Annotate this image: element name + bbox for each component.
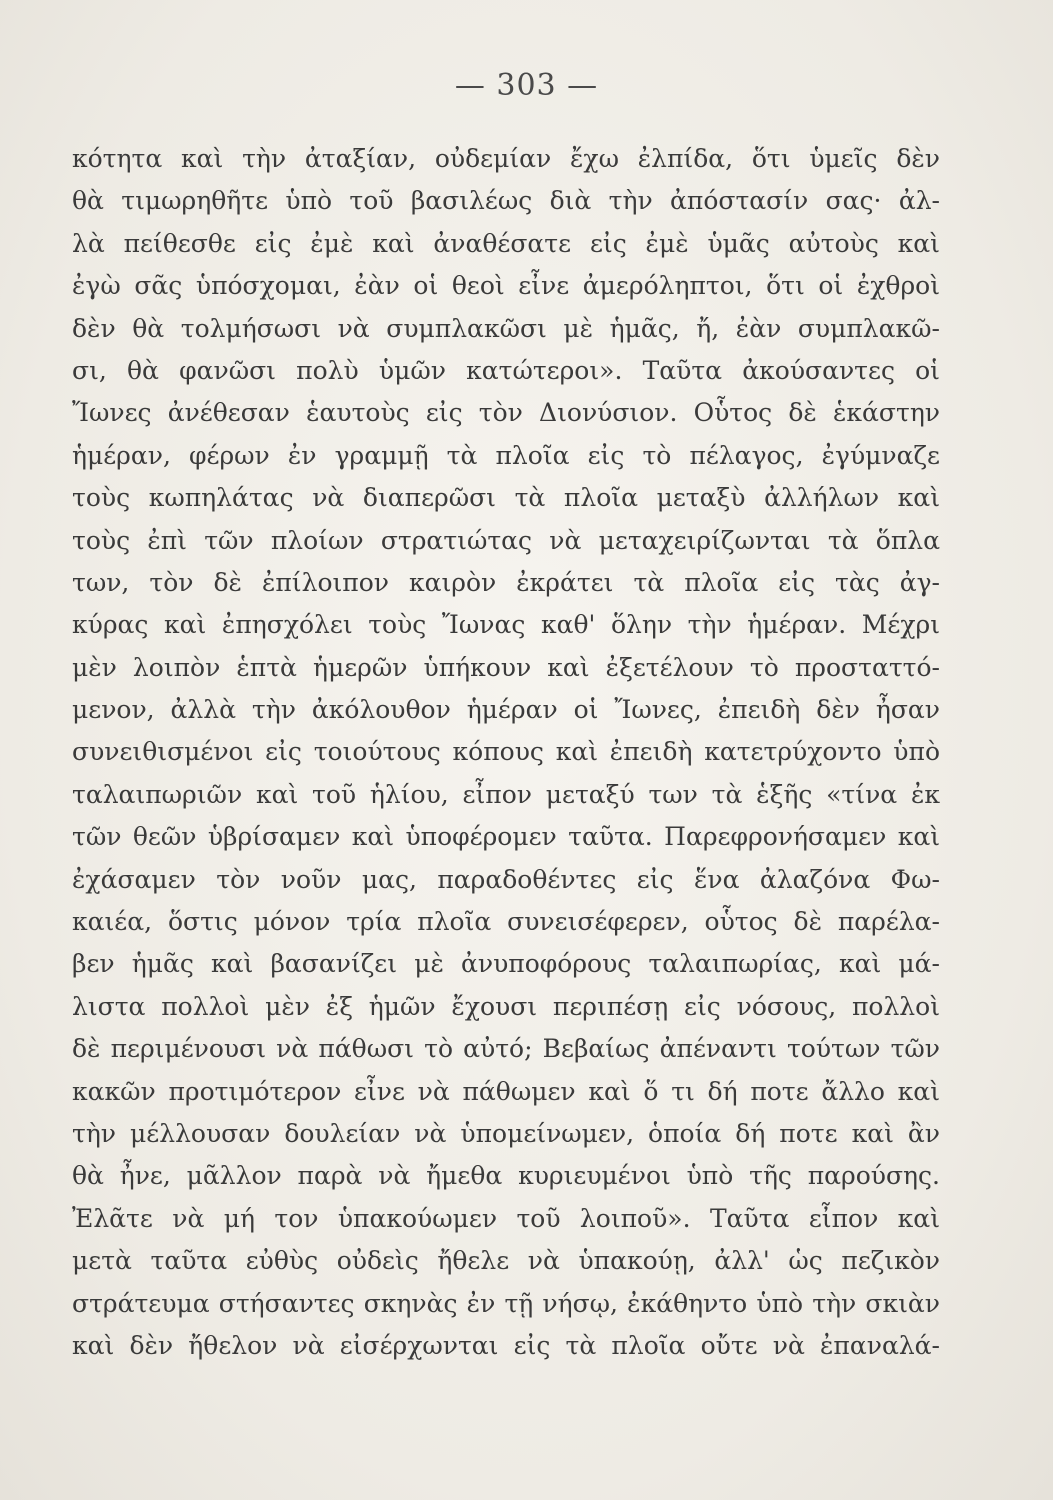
text-line: λὰ πείθεσθε εἰς ἐμὲ καὶ ἀναθέσατε εἰς ἐμὲ ὑμᾶς αὐτοὺς καὶ bbox=[72, 228, 940, 258]
text-line: θὰ τιμωρηθῆτε ὑπὸ τοῦ βασιλέως διὰ τὴν ἀπόστασίν σας· ἀλ- bbox=[72, 186, 940, 216]
text-line: δὲν θὰ τολμήσωσι νὰ συμπλακῶσι μὲ ἡμᾶς, ἤ, ἐὰν συμπλακῶ- bbox=[72, 313, 940, 343]
text-line: λιστα πολλοὶ μὲν ἐξ ἡμῶν ἔχουσι περιπέσῃ εἰς νόσους, πολλοὶ bbox=[72, 991, 940, 1021]
page-number: — 303 — bbox=[454, 68, 599, 103]
text-line: μενον, ἀλλὰ τὴν ἀκόλουθον ἡμέραν οἱ Ἴωνες, ἐπειδὴ δὲν ἦσαν bbox=[72, 695, 940, 725]
text-line: συνειθισμένοι εἰς τοιούτους κόπους καὶ ἐπειδὴ κατετρύχοντο ὑπὸ bbox=[72, 737, 940, 767]
text-line: ἡμέραν, φέρων ἐν γραμμῇ τὰ πλοῖα εἰς τὸ πέλαγος, ἐγύμναζε bbox=[72, 440, 940, 470]
text-line: δὲ περιμένουσι νὰ πάθωσι τὸ αὐτό; Βεβαίως ἀπέναντι τούτων τῶν bbox=[72, 1034, 940, 1064]
text-line: τῶν θεῶν ὑβρίσαμεν καὶ ὑποφέρομεν ταῦτα. Παρεφρονήσαμεν καὶ bbox=[72, 822, 940, 852]
text-line: στράτευμα στήσαντες σκηνὰς ἐν τῇ νήσῳ, ἐκάθηντο ὑπὸ τὴν σκιὰν bbox=[72, 1288, 940, 1318]
text-line: κακῶν προτιμότερον εἶνε νὰ πάθωμεν καὶ ὅ τι δή ποτε ἄλλο καὶ bbox=[72, 1076, 940, 1106]
text-line: καὶ δὲν ἤθελον νὰ εἰσέρχωνται εἰς τὰ πλοῖα οὔτε νὰ ἐπαναλά- bbox=[72, 1330, 940, 1360]
text-line: τοὺς κωπηλάτας νὰ διαπερῶσι τὰ πλοῖα μεταξὺ ἀλλήλων καὶ bbox=[72, 483, 940, 513]
text-line: ἐχάσαμεν τὸν νοῦν μας, παραδοθέντες εἰς ἕνα ἀλαζόνα Φω- bbox=[72, 864, 940, 894]
text-line: Ἴωνες ἀνέθεσαν ἑαυτοὺς εἰς τὸν Διονύσιον. Οὗτος δὲ ἑκάστην bbox=[72, 398, 940, 428]
text-line: μὲν λοιπὸν ἑπτὰ ἡμερῶν ὑπήκουν καὶ ἐξετέλουν τὸ προσταττό- bbox=[72, 652, 940, 682]
text-line: των, τὸν δὲ ἐπίλοιπον καιρὸν ἐκράτει τὰ πλοῖα εἰς τὰς ἀγ- bbox=[72, 567, 940, 597]
text-line: ἐγὼ σᾶς ὑπόσχομαι, ἐὰν οἱ θεοὶ εἶνε ἀμερόληπτοι, ὅτι οἱ ἐχθροὶ bbox=[72, 271, 940, 301]
text-line: θὰ ἦνε, μᾶλλον παρὰ νὰ ἤμεθα κυριευμένοι ὑπὸ τῆς παρούσης. bbox=[72, 1161, 940, 1191]
text-line: τὴν μέλλουσαν δουλείαν νὰ ὑπομείνωμεν, ὁποία δή ποτε καὶ ἂν bbox=[72, 1118, 940, 1148]
text-line: Ἐλᾶτε νὰ μή τον ὑπακούωμεν τοῦ λοιποῦ». Ταῦτα εἶπον καὶ bbox=[72, 1203, 940, 1233]
text-line: τοὺς ἐπὶ τῶν πλοίων στρατιώτας νὰ μεταχειρίζωνται τὰ ὅπλα bbox=[72, 525, 940, 555]
text-line: κύρας καὶ ἐπησχόλει τοὺς Ἴωνας καθ' ὅλην τὴν ἡμέραν. Μέχρι bbox=[72, 610, 940, 640]
text-line: μετὰ ταῦτα εὐθὺς οὐδεὶς ἤθελε νὰ ὑπακούῃ, ἀλλ' ὡς πεζικὸν bbox=[72, 1246, 940, 1276]
text-line: κότητα καὶ τὴν ἀταξίαν, οὐδεμίαν ἔχω ἐλπίδα, ὅτι ὑμεῖς δὲν bbox=[72, 144, 940, 173]
text-line: ταλαιπωριῶν καὶ τοῦ ἡλίου, εἶπον μεταξύ των τὰ ἑξῆς «τίνα ἐκ bbox=[72, 779, 940, 809]
page-text bbox=[72, 138, 940, 1367]
text-line: σι, θὰ φανῶσι πολὺ ὑμῶν κατώτεροι». Ταῦτα ἀκούσαντες οἱ bbox=[72, 355, 940, 385]
text-line: καιέα, ὅστις μόνον τρία πλοῖα συνεισέφερεν, οὗτος δὲ παρέλα- bbox=[72, 907, 940, 937]
text-line: βεν ἡμᾶς καὶ βασανίζει μὲ ἀνυποφόρους ταλαιπωρίας, καὶ μά- bbox=[72, 949, 940, 979]
